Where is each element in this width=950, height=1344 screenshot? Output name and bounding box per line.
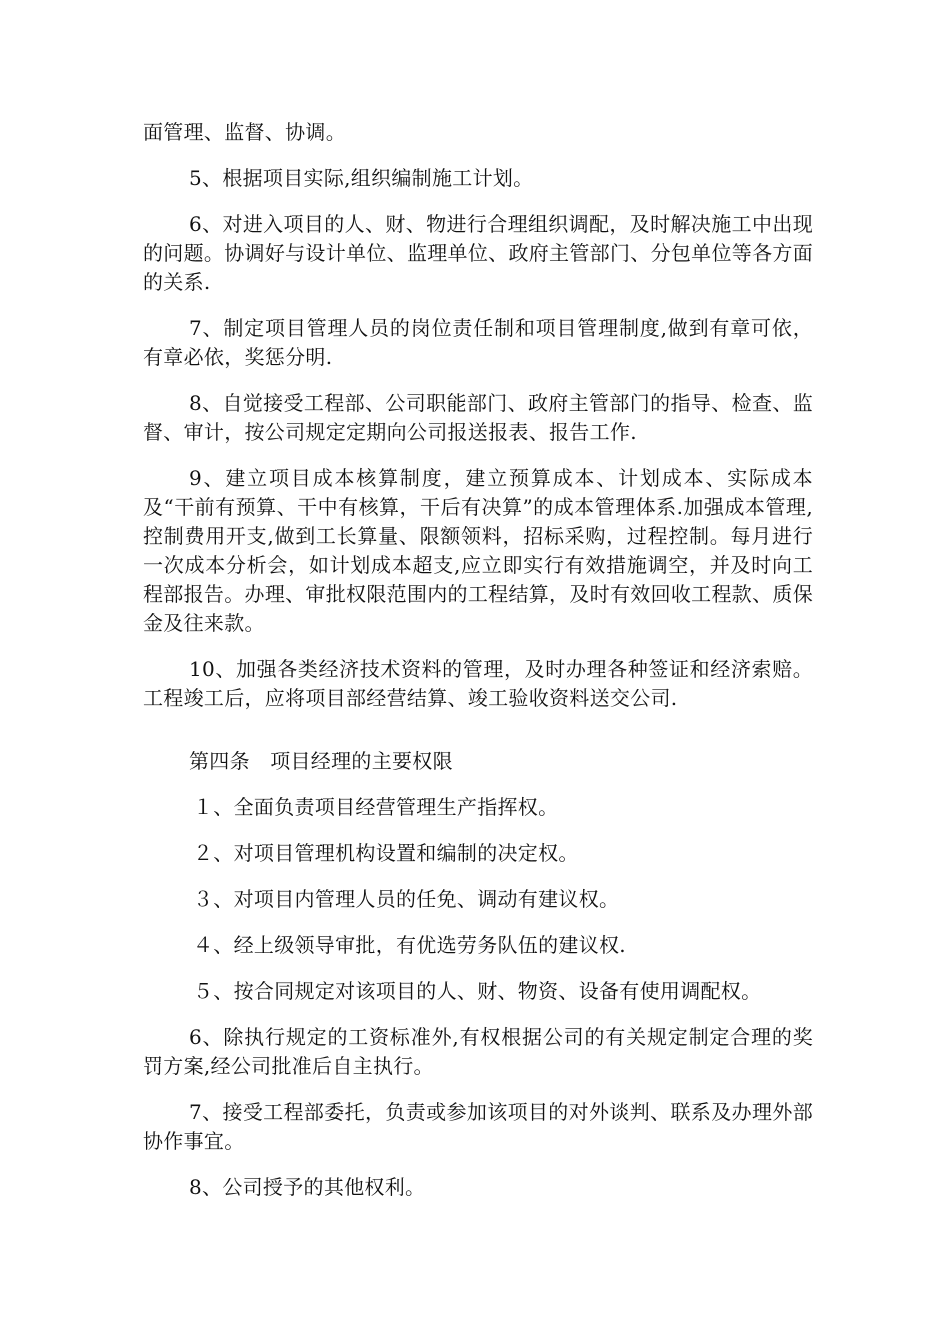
right-item-6: 6、除执行规定的工资标准外,有权根据公司的有关规定制定合理的奖罚方案,经公司批准后自主执行。 [143, 1025, 813, 1078]
paragraph-item-8: 8、自觉接受工程部、公司职能部门、政府主管部门的指导、检查、监督、审计，按公司规定定期向公司报送报表、报告工作. [143, 391, 813, 444]
right-item-7: 7、接受工程部委托，负责或参加该项目的对外谈判、联系及办理外部协作事宜。 [143, 1100, 813, 1153]
paragraph-item-5: 5、根据项目实际,组织编制施工计划。 [189, 166, 534, 190]
right-item-8: 8、公司授予的其他权利。 [189, 1175, 426, 1199]
paragraph-item-10: 10、加强各类经济技术资料的管理，及时办理各种签证和经济索赔。工程竣工后，应将项目部经营结算、竣工验收资料送交公司. [143, 657, 813, 710]
paragraph-item-9: 9、建立项目成本核算制度，建立预算成本、计划成本、实际成本及“干前有预算、干中有核算，干后有决算”的成本管理体系.加强成本管理,控制费用开支,做到工长算量、限额领料，招标采购，过程控制。每月进行一次成本分析会，如计划成本超支,应立即实行有效措施调空，并及时向工程部报告。办理、审批权限范围内的工程结算，及时有效回收工程款、质保金及往来款。 [143, 466, 813, 635]
right-item-1: １、全面负责项目经营管理生产指挥权。 [193, 795, 559, 819]
right-item-4: ４、经上级领导审批，有优选劳务队伍的建议权. [193, 933, 626, 957]
right-item-5: ５、按合同规定对该项目的人、财、物资、设备有使用调配权。 [193, 979, 762, 1003]
paragraph-item-7: 7、制定项目管理人员的岗位责任制和项目管理制度,做到有章可依，有章必依，奖惩分明. [143, 316, 813, 369]
paragraph-continuation: 面管理、监督、协调。 [143, 120, 346, 144]
document-body [143, 118, 813, 1219]
right-item-2: ２、对项目管理机构设置和编制的决定权。 [193, 841, 579, 865]
right-item-3: ３、对项目内管理人员的任免、调动有建议权。 [193, 887, 620, 911]
section-heading: 第四条 项目经理的主要权限 [189, 749, 453, 773]
paragraph-item-6: 6、对进入项目的人、财、物进行合理组织调配，及时解决施工中出现的问题。协调好与设计单位、监理单位、政府主管部门、分包单位等各方面的关系. [143, 212, 813, 294]
